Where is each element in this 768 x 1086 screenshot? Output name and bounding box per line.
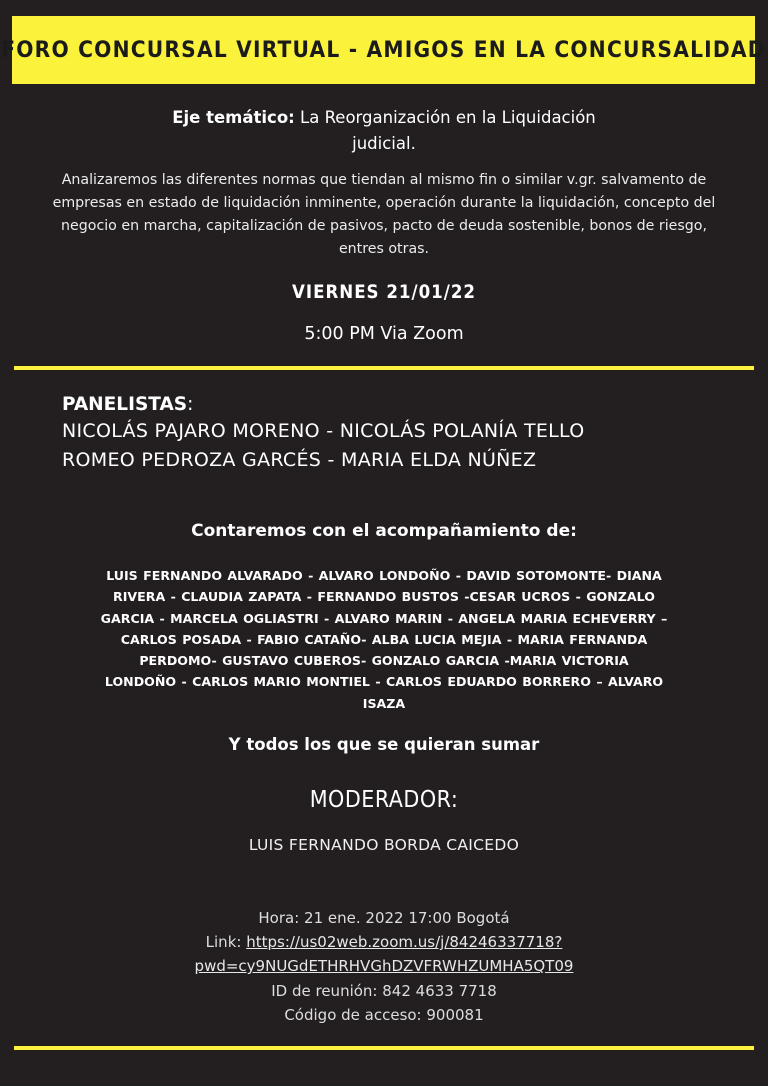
- divider-bottom: [14, 1046, 754, 1050]
- theme-block: [0, 105, 768, 157]
- meeting-passcode: Código de acceso: 900081: [284, 1005, 484, 1024]
- theme-text-1: La Reorganización en la Liquidación: [300, 108, 596, 127]
- names-line: PERDOMO- GUSTAVO CUBEROS- GONZALO GARCIA -MARIA VICTORIA: [139, 653, 629, 669]
- meeting-time: Hora: 21 ene. 2022 17:00 Bogotá: [258, 909, 510, 927]
- moderator-heading: MODERADOR:: [309, 787, 459, 813]
- names-line: LUIS FERNANDO ALVARADO - ALVARO LONDOÑO - DAVID SOTOMONTE- DIANA: [106, 568, 662, 583]
- meeting-info: [0, 906, 768, 1027]
- meeting-link-line-2: [0, 954, 768, 978]
- moderator-name: LUIS FERNANDO BORDA CAICEDO: [248, 836, 520, 854]
- title-banner: [1, 16, 766, 84]
- names-line: LONDOÑO - CARLOS MARIO MONTIEL - CARLOS EDUARDO BORRERO – ALVARO: [104, 674, 664, 690]
- panelists-heading-text: PANELISTAS: [62, 394, 188, 415]
- closing-line: Y todos los que se quieran sumar: [228, 735, 540, 754]
- link-label: Link:: [205, 933, 242, 952]
- zoom-link[interactable]: https://us02web.zoom.us/j/84246337718?: [246, 933, 563, 952]
- panelists-heading: [62, 393, 742, 417]
- meeting-id: ID de reunión: 842 4633 7718: [271, 981, 497, 1000]
- page-title: FORO CONCURSAL VIRTUAL - AMIGOS EN LA CONCURSALIDAD: [1, 37, 766, 63]
- panelists-colon: :: [187, 394, 194, 415]
- panelists-line-2: ROMEO PEDROZA GARCÉS - MARIA ELDA NÚÑEZ: [62, 449, 537, 471]
- event-time: 5:00 PM Via Zoom: [304, 324, 464, 344]
- names-line: GARCIA - MARCELA OGLIASTRI - ALVARO MARIN - ANGELA MARIA ECHEVERRY –: [100, 610, 668, 626]
- accompaniment-heading: Contaremos con el acompañamiento de:: [191, 521, 577, 541]
- theme-label: Eje temático:: [172, 108, 295, 127]
- divider-top: [14, 366, 754, 370]
- meeting-link-line-1: [0, 930, 768, 954]
- theme-line-1: [0, 105, 768, 131]
- accompaniment-names: [50, 565, 718, 714]
- names-line: CARLOS POSADA - FABIO CATAÑO- ALBA LUCIA MEJIA - MARIA FERNANDA: [120, 631, 648, 647]
- theme-text-2: judicial.: [352, 134, 416, 153]
- panelists-line-1: NICOLÁS PAJARO MORENO - NICOLÁS POLANÍA TELLO: [62, 420, 585, 442]
- description: Analizaremos las diferentes normas que tiendan al mismo fin o similar v.gr. salvamento de empresas en estado de liquidación inminente, operación durante la liquidación, concepto del negocio en marcha, capitalización de pasivos, pacto de deuda sostenible, bonos de riesgo, entres otras.: [52, 172, 716, 257]
- names-line: RIVERA - CLAUDIA ZAPATA - FERNANDO BUSTOS -CESAR UCROS - GONZALO: [113, 589, 655, 605]
- panelists-section: [62, 393, 742, 475]
- names-line: ISAZA: [362, 695, 406, 711]
- zoom-link-continued[interactable]: pwd=cy9NUGdETHRHVGhDZVFRWHZUMHA5QT09: [194, 957, 574, 976]
- event-date: VIERNES 21/01/22: [292, 282, 476, 303]
